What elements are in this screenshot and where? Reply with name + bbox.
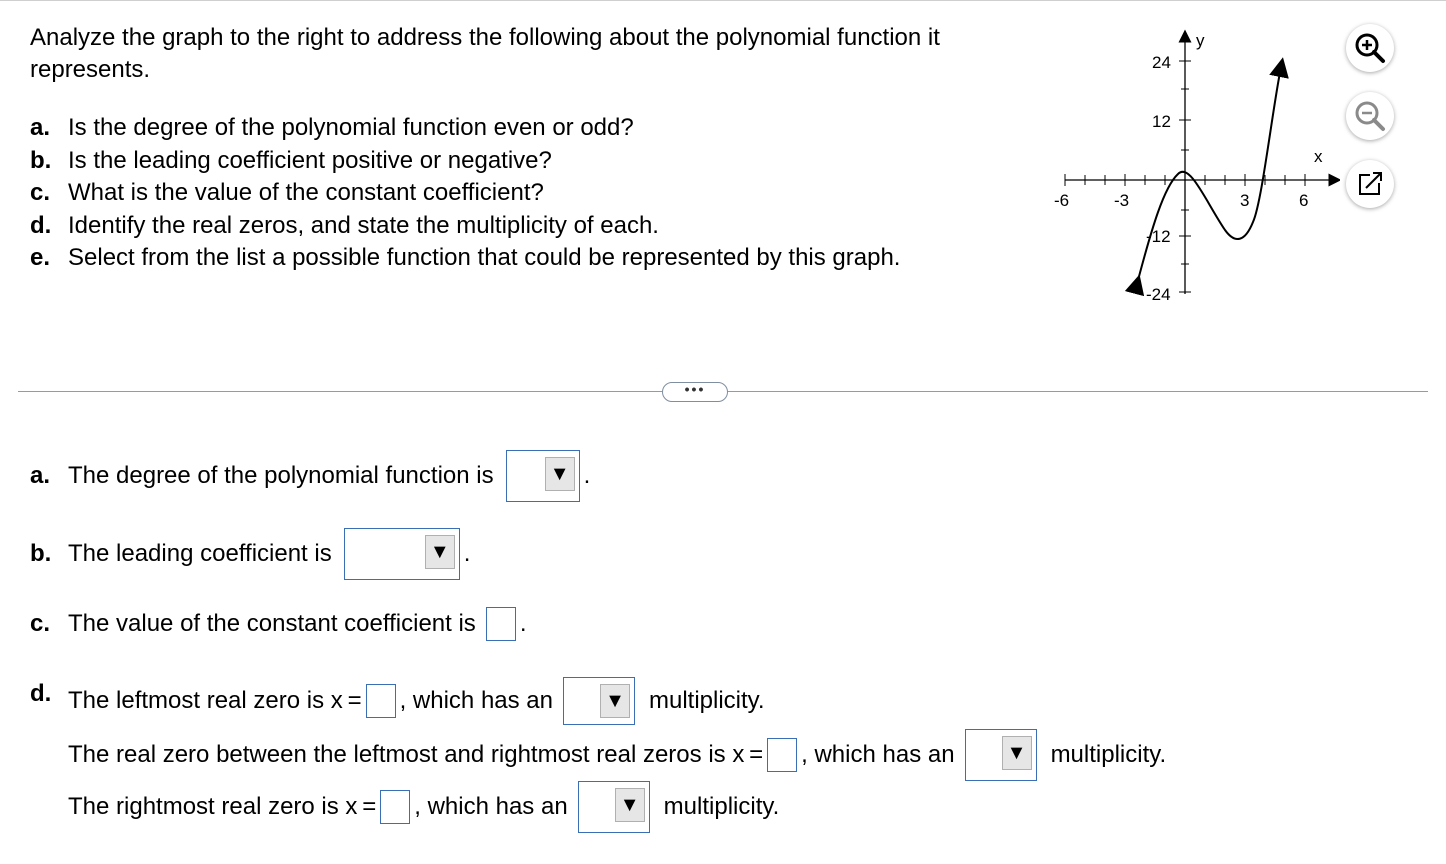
leftmost-multiplicity-dropdown[interactable] — [563, 677, 635, 725]
answer-text: The value of the constant coefficient is — [68, 610, 476, 637]
answer-letter: c. — [30, 610, 51, 637]
answer-text: , which has an — [414, 793, 568, 820]
top-border — [0, 0, 1446, 1]
chevron-down-icon: ▼ — [545, 457, 575, 491]
question-b — [30, 145, 900, 178]
question-text: Identify the real zeros, and state the multiplicity of each. — [68, 211, 659, 239]
leading-coefficient-dropdown[interactable] — [344, 528, 460, 580]
answer-text: multiplicity. — [663, 793, 780, 820]
question-text: Is the leading coefficient positive or negative? — [68, 146, 552, 174]
zoom-in-icon — [1346, 24, 1394, 72]
question-text: Select from the list a possible function that could be represented by this graph. — [68, 244, 901, 271]
answer-end: . — [463, 540, 471, 567]
question-d — [30, 210, 900, 243]
popout-icon — [1346, 160, 1394, 208]
question-c — [30, 177, 900, 210]
question-letter: b. — [30, 146, 52, 174]
answer-letter: d. — [30, 680, 52, 707]
y-tick-label: 12 — [1152, 112, 1171, 131]
answer-d-line2 — [68, 729, 1166, 781]
x-tick-label: -6 — [1054, 191, 1070, 210]
x-tick-label: -3 — [1114, 191, 1130, 210]
rightmost-multiplicity-dropdown[interactable] — [578, 781, 650, 833]
y-tick-label: -12 — [1146, 227, 1171, 246]
answer-d-line3 — [68, 781, 779, 833]
y-tick-label: 24 — [1152, 53, 1171, 72]
zoom-out-button[interactable] — [1346, 92, 1394, 140]
question-letter: a. — [30, 114, 51, 141]
answer-text: The real zero between the leftmost and rightmost real zeros is x = — [68, 741, 764, 768]
leftmost-zero-input[interactable] — [366, 684, 396, 718]
question-text: Is the degree of the polynomial function even or odd? — [68, 114, 634, 141]
answer-a — [30, 450, 590, 502]
answer-end: . — [519, 610, 527, 637]
more-button[interactable]: ••• — [662, 382, 728, 402]
y-tick-label: -24 — [1146, 285, 1171, 304]
answer-c — [30, 607, 526, 641]
constant-coefficient-input[interactable] — [486, 607, 516, 641]
question-letter: d. — [30, 211, 52, 239]
chevron-down-icon: ▼ — [1002, 736, 1032, 770]
middle-zero-input[interactable] — [767, 738, 797, 772]
intro-text: Analyze the graph to the right to address the following about the polynomial function it represents. — [30, 24, 940, 83]
question-list — [30, 112, 900, 275]
answer-d-line1 — [68, 677, 765, 725]
x-tick-label: 3 — [1240, 191, 1250, 210]
chevron-down-icon: ▼ — [600, 684, 630, 718]
answer-letter: a. — [30, 462, 51, 489]
answer-text: , which has an — [399, 687, 553, 714]
chevron-down-icon: ▼ — [615, 788, 645, 822]
polynomial-curve — [1137, 67, 1281, 284]
answer-text: The degree of the polynomial function is — [68, 462, 494, 489]
zoom-out-icon — [1346, 92, 1394, 140]
zoom-in-button[interactable] — [1346, 24, 1394, 72]
answer-text: multiplicity. — [649, 687, 765, 714]
question-e — [30, 242, 900, 275]
answer-letter: b. — [30, 540, 52, 567]
question-letter: e. — [30, 244, 51, 271]
polynomial-graph — [1040, 22, 1340, 312]
popout-button[interactable] — [1346, 160, 1394, 208]
rightmost-zero-input[interactable] — [380, 790, 410, 824]
x-tick-label: 6 — [1299, 191, 1309, 210]
degree-dropdown[interactable] — [506, 450, 580, 502]
middle-multiplicity-dropdown[interactable] — [965, 729, 1037, 781]
answer-text: multiplicity. — [1050, 741, 1167, 768]
answer-end: . — [583, 462, 591, 489]
answer-text: The leftmost real zero is x = — [68, 687, 362, 714]
answer-text: , which has an — [801, 741, 955, 768]
question-a — [30, 112, 900, 145]
question-letter: c. — [30, 179, 51, 206]
question-text: What is the value of the constant coefficient? — [68, 179, 544, 206]
answer-text: The leading coefficient is — [68, 540, 332, 567]
answer-b — [30, 528, 470, 580]
x-axis-label: x — [1314, 147, 1323, 166]
chevron-down-icon: ▼ — [425, 535, 455, 569]
answer-text: The rightmost real zero is x = — [68, 793, 377, 820]
y-axis-label: y — [1196, 31, 1205, 50]
